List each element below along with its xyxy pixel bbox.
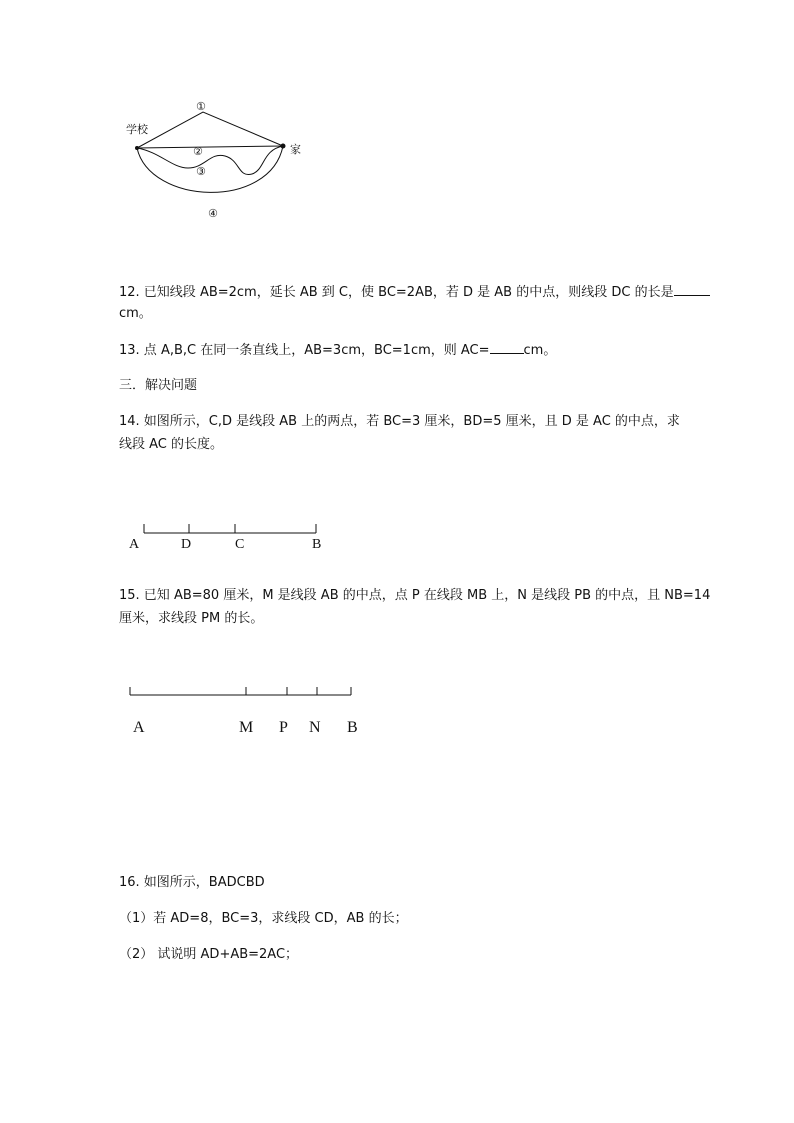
- home-label: 家: [290, 143, 301, 156]
- q13-text: 13. 点 A,B,C 在同一条直线上，AB=3cm，BC=1cm，则 AC=: [119, 343, 490, 358]
- q12-line2: cm。: [119, 306, 152, 321]
- route-4-label: ④: [208, 207, 218, 220]
- school-label: 学校: [126, 123, 148, 136]
- q15-line1: 15. 已知 AB=80 厘米，M 是线段 AB 的中点，点 P 在线段 MB 上，N 是线段 PB 的中点，且 NB=14: [119, 588, 711, 603]
- q13-unit: cm。: [523, 343, 557, 358]
- q12-text: 12. 已知线段 AB=2cm，延长 AB 到 C，使 BC=2AB，若 D 是 AB 的中点，则线段 DC 的长是: [119, 285, 674, 300]
- route-3-label: ③: [196, 165, 206, 178]
- q14-line1: 14. 如图所示，C,D 是线段 AB 上的两点，若 BC=3 厘米，BD=5 厘米，且 D 是 AC 的中点，求: [119, 414, 680, 429]
- q15-label-n: N: [309, 719, 321, 736]
- q16-line1: 16. 如图所示，BADCBD: [119, 875, 265, 890]
- q14-label-c: C: [235, 537, 245, 552]
- route-1-label: ①: [196, 100, 206, 113]
- section-3-title: 三．解决问题: [119, 378, 198, 393]
- q15-label-a: A: [133, 719, 145, 736]
- q16-part1: （1）若 AD=8，BC=3，求线段 CD，AB 的长；: [119, 911, 408, 926]
- q14-label-d: D: [181, 537, 192, 552]
- q14-label-b: B: [312, 537, 322, 552]
- q15-label-b: B: [347, 719, 358, 736]
- q15-line2: 厘米，求线段 PM 的长。: [119, 611, 264, 626]
- q14-line2: 线段 AC 的长度。: [119, 437, 224, 452]
- q14-label-a: A: [129, 537, 140, 552]
- q15-label-p: P: [279, 719, 288, 736]
- q16-part2: （2） 试说明 AD+AB=2AC；: [119, 947, 299, 962]
- route-2-label: ②: [193, 145, 203, 158]
- q15-label-m: M: [239, 719, 254, 736]
